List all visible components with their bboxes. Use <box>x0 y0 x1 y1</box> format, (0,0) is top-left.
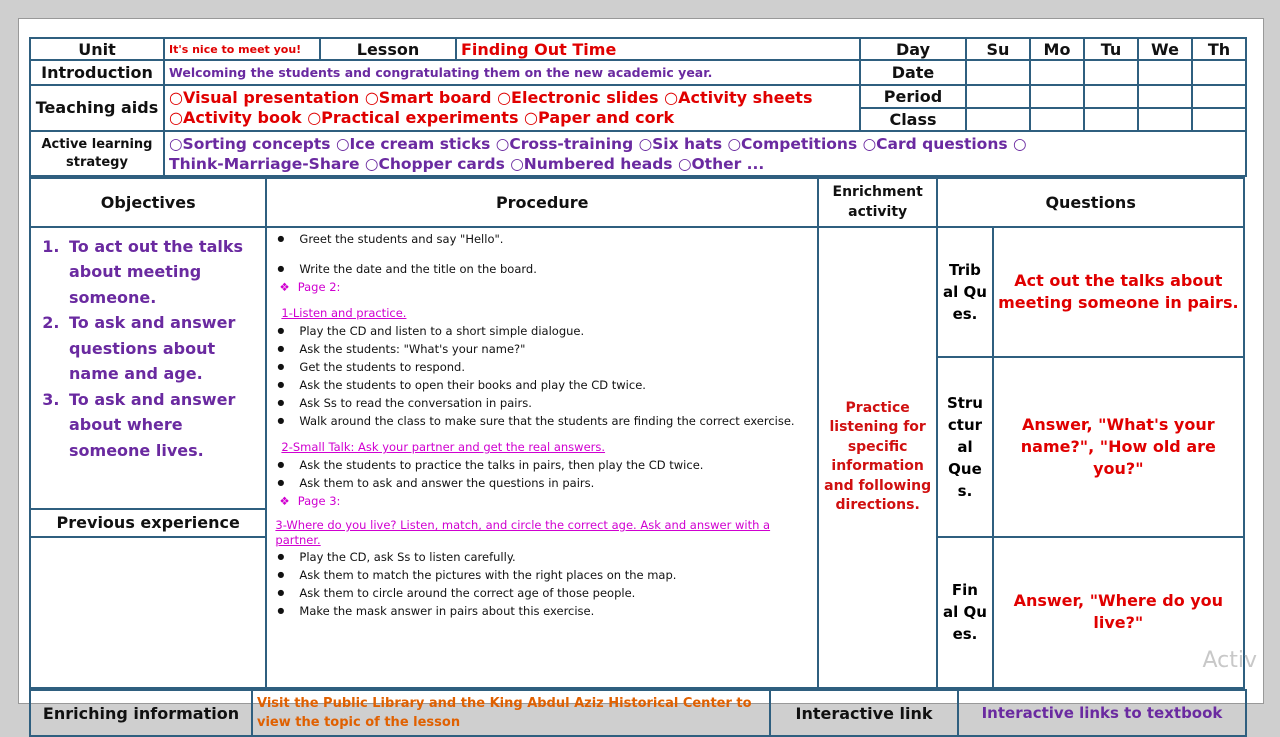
period-cell <box>1030 85 1084 108</box>
lesson-value: Finding Out Time <box>456 38 860 60</box>
day-th: Th <box>1192 38 1246 60</box>
radio-icon: ○ <box>510 154 524 173</box>
period-cell <box>966 85 1030 108</box>
teaching-aids-label: Teaching aids <box>30 85 164 132</box>
introduction-label: Introduction <box>30 60 164 84</box>
class-cell <box>966 108 1030 131</box>
class-cell <box>1192 108 1246 131</box>
objective-item: 3. To ask and answer about where someone lives. <box>65 387 261 464</box>
step-item: ● Ask them to ask and answer the questions in pairs. <box>299 474 813 492</box>
step-item: ● Ask the students to practice the talks in pairs, then play the CD twice. <box>299 456 813 474</box>
final-questions-label: Fin al Qu es. <box>937 537 992 688</box>
structural-questions-label: Stru ctur al Que s. <box>937 357 992 536</box>
objectives-cell <box>30 227 266 509</box>
objectives-header: Objectives <box>30 178 266 227</box>
strategy-item: Other ... <box>691 154 765 173</box>
period-cell <box>1138 85 1192 108</box>
class-cell <box>1084 108 1138 131</box>
main-table <box>29 177 1245 689</box>
aid-item: Activity sheets <box>678 87 813 107</box>
day-mo: Mo <box>1030 38 1084 60</box>
period-cell <box>1084 85 1138 108</box>
objective-item: 1. To act out the talks about meeting someone. <box>65 234 261 311</box>
intro-steps <box>271 230 813 278</box>
tribal-questions-label: Trib al Qu es. <box>937 227 992 357</box>
interactive-link-label: Interactive link <box>770 690 958 736</box>
step-item: ● Walk around the class to make sure that the students are finding the correct exercise. <box>299 412 813 430</box>
page3-label: Page 3: <box>297 493 341 508</box>
step-item: ● Write the date and the title on the board. <box>299 260 813 278</box>
step-item: ● Make the mask answer in pairs about this exercise. <box>299 602 813 620</box>
radio-icon: ○ <box>677 154 692 173</box>
date-cell <box>1030 60 1084 84</box>
enriching-info-label: Enriching information <box>30 690 252 736</box>
structural-questions-text: Answer, "What's your name?", "How old are you?" <box>993 357 1244 536</box>
date-label: Date <box>860 60 966 84</box>
strategy-item: Competitions <box>741 134 858 153</box>
step-item: ● Get the students to respond. <box>299 358 813 376</box>
strategy-item: Think-Marriage-Share <box>169 154 360 173</box>
objectives-list <box>35 234 261 464</box>
unit-label: Unit <box>30 38 164 60</box>
step-item: ● Play the CD and listen to a short simple dialogue. <box>299 322 813 340</box>
section1-steps <box>271 322 813 430</box>
diamond-icon: ❖ <box>279 279 290 294</box>
aid-item: Smart board <box>378 87 492 107</box>
page2-label: Page 2: <box>297 279 341 294</box>
page-frame <box>18 18 1264 730</box>
footer-table <box>29 689 1247 737</box>
aid-item: Paper and cork <box>538 107 675 127</box>
class-label: Class <box>860 108 966 131</box>
strategy-item: Chopper cards <box>378 154 505 173</box>
radio-icon: ○ <box>497 87 512 107</box>
class-cell <box>1138 108 1192 131</box>
radio-icon: ○ <box>495 134 510 153</box>
section3-steps <box>271 548 813 620</box>
strategy-item: Sorting concepts <box>182 134 331 153</box>
date-cell <box>1138 60 1192 84</box>
radio-icon: ○ <box>307 107 322 127</box>
previous-experience-label: Previous experience <box>30 509 266 537</box>
section2-steps <box>271 456 813 492</box>
step-item: ● Ask them to circle around the correct age of those people. <box>299 584 813 602</box>
tribal-questions-text: Act out the talks about meeting someone in pairs. <box>993 227 1244 357</box>
enrichment-header: Enrichment activity <box>818 178 937 227</box>
step-item: ● Ask the students to open their books and play the CD twice. <box>299 376 813 394</box>
lesson-label: Lesson <box>320 38 456 60</box>
strategy-item: Numbered heads <box>523 154 673 173</box>
introduction-value: Welcoming the students and congratulating them on the new academic year. <box>164 60 860 84</box>
active-learning-list <box>164 131 1246 176</box>
aid-item: Visual presentation <box>182 87 360 107</box>
procedure-cell <box>266 227 818 688</box>
day-label: Day <box>860 38 966 60</box>
diamond-icon: ❖ <box>279 493 290 508</box>
radio-icon: ○ <box>862 134 877 153</box>
active-learning-label: Active learning strategy <box>30 131 164 176</box>
activation-watermark: Activ <box>1202 648 1257 673</box>
previous-experience-cell <box>30 537 266 688</box>
teaching-aids-list <box>164 85 860 132</box>
section2-title: 2-Small Talk: Ask your partner and get the real answers. <box>281 439 606 454</box>
radio-icon: ○ <box>169 134 183 153</box>
radio-icon: ○ <box>524 107 539 127</box>
interactive-link-value[interactable]: Interactive links to textbook <box>958 690 1246 736</box>
step-item: ● Ask Ss to read the conversation in pairs. <box>299 394 813 412</box>
header-table <box>29 37 1247 177</box>
step-item: ● Play the CD, ask Ss to listen carefully. <box>299 548 813 566</box>
step-item: ● Greet the students and say "Hello". <box>299 230 813 248</box>
radio-icon: ○ <box>364 87 379 107</box>
procedure-header: Procedure <box>266 178 818 227</box>
class-cell <box>1030 108 1084 131</box>
strategy-item: Card questions <box>876 134 1008 153</box>
date-cell <box>966 60 1030 84</box>
section3-title: 3-Where do you live? Listen, match, and circle the correct age. Ask and answer with a partner. <box>275 517 771 547</box>
enriching-info-value: Visit the Public Library and the King Abdul Aziz Historical Center to view the topic of the lesson <box>252 690 770 736</box>
period-cell <box>1192 85 1246 108</box>
questions-header: Questions <box>937 178 1244 227</box>
aid-item: Activity book <box>182 107 302 127</box>
radio-icon: ○ <box>1013 134 1027 153</box>
final-questions-text: Answer, "Where do you live?" <box>993 537 1244 688</box>
page2-heading <box>271 278 813 296</box>
radio-icon: ○ <box>169 107 183 127</box>
date-cell <box>1192 60 1246 84</box>
lesson-plan-sheet <box>29 37 1245 730</box>
strategy-item: Ice cream sticks <box>349 134 491 153</box>
day-su: Su <box>966 38 1030 60</box>
page3-heading <box>271 492 813 510</box>
day-tu: Tu <box>1084 38 1138 60</box>
step-item: ● Ask the students: "What's your name?" <box>299 340 813 358</box>
aid-item: Practical experiments <box>321 107 519 127</box>
unit-value: It's nice to meet you! <box>164 38 320 60</box>
radio-icon: ○ <box>169 87 183 107</box>
step-item: ● Ask them to match the pictures with the right places on the map. <box>299 566 813 584</box>
radio-icon: ○ <box>364 154 379 173</box>
objective-item: 2. To ask and answer questions about name and age. <box>65 310 261 387</box>
enrichment-activity: Practice listening for specific information and following directions. <box>818 227 937 688</box>
section1-title: 1-Listen and practice. <box>281 305 407 320</box>
radio-icon: ○ <box>638 134 653 153</box>
strategy-item: Cross-training <box>509 134 634 153</box>
day-we: We <box>1138 38 1192 60</box>
radio-icon: ○ <box>335 134 350 153</box>
aid-item: Electronic slides <box>511 87 659 107</box>
period-label: Period <box>860 85 966 108</box>
radio-icon: ○ <box>727 134 742 153</box>
date-cell <box>1084 60 1138 84</box>
strategy-item: Six hats <box>652 134 723 153</box>
radio-icon: ○ <box>664 87 679 107</box>
